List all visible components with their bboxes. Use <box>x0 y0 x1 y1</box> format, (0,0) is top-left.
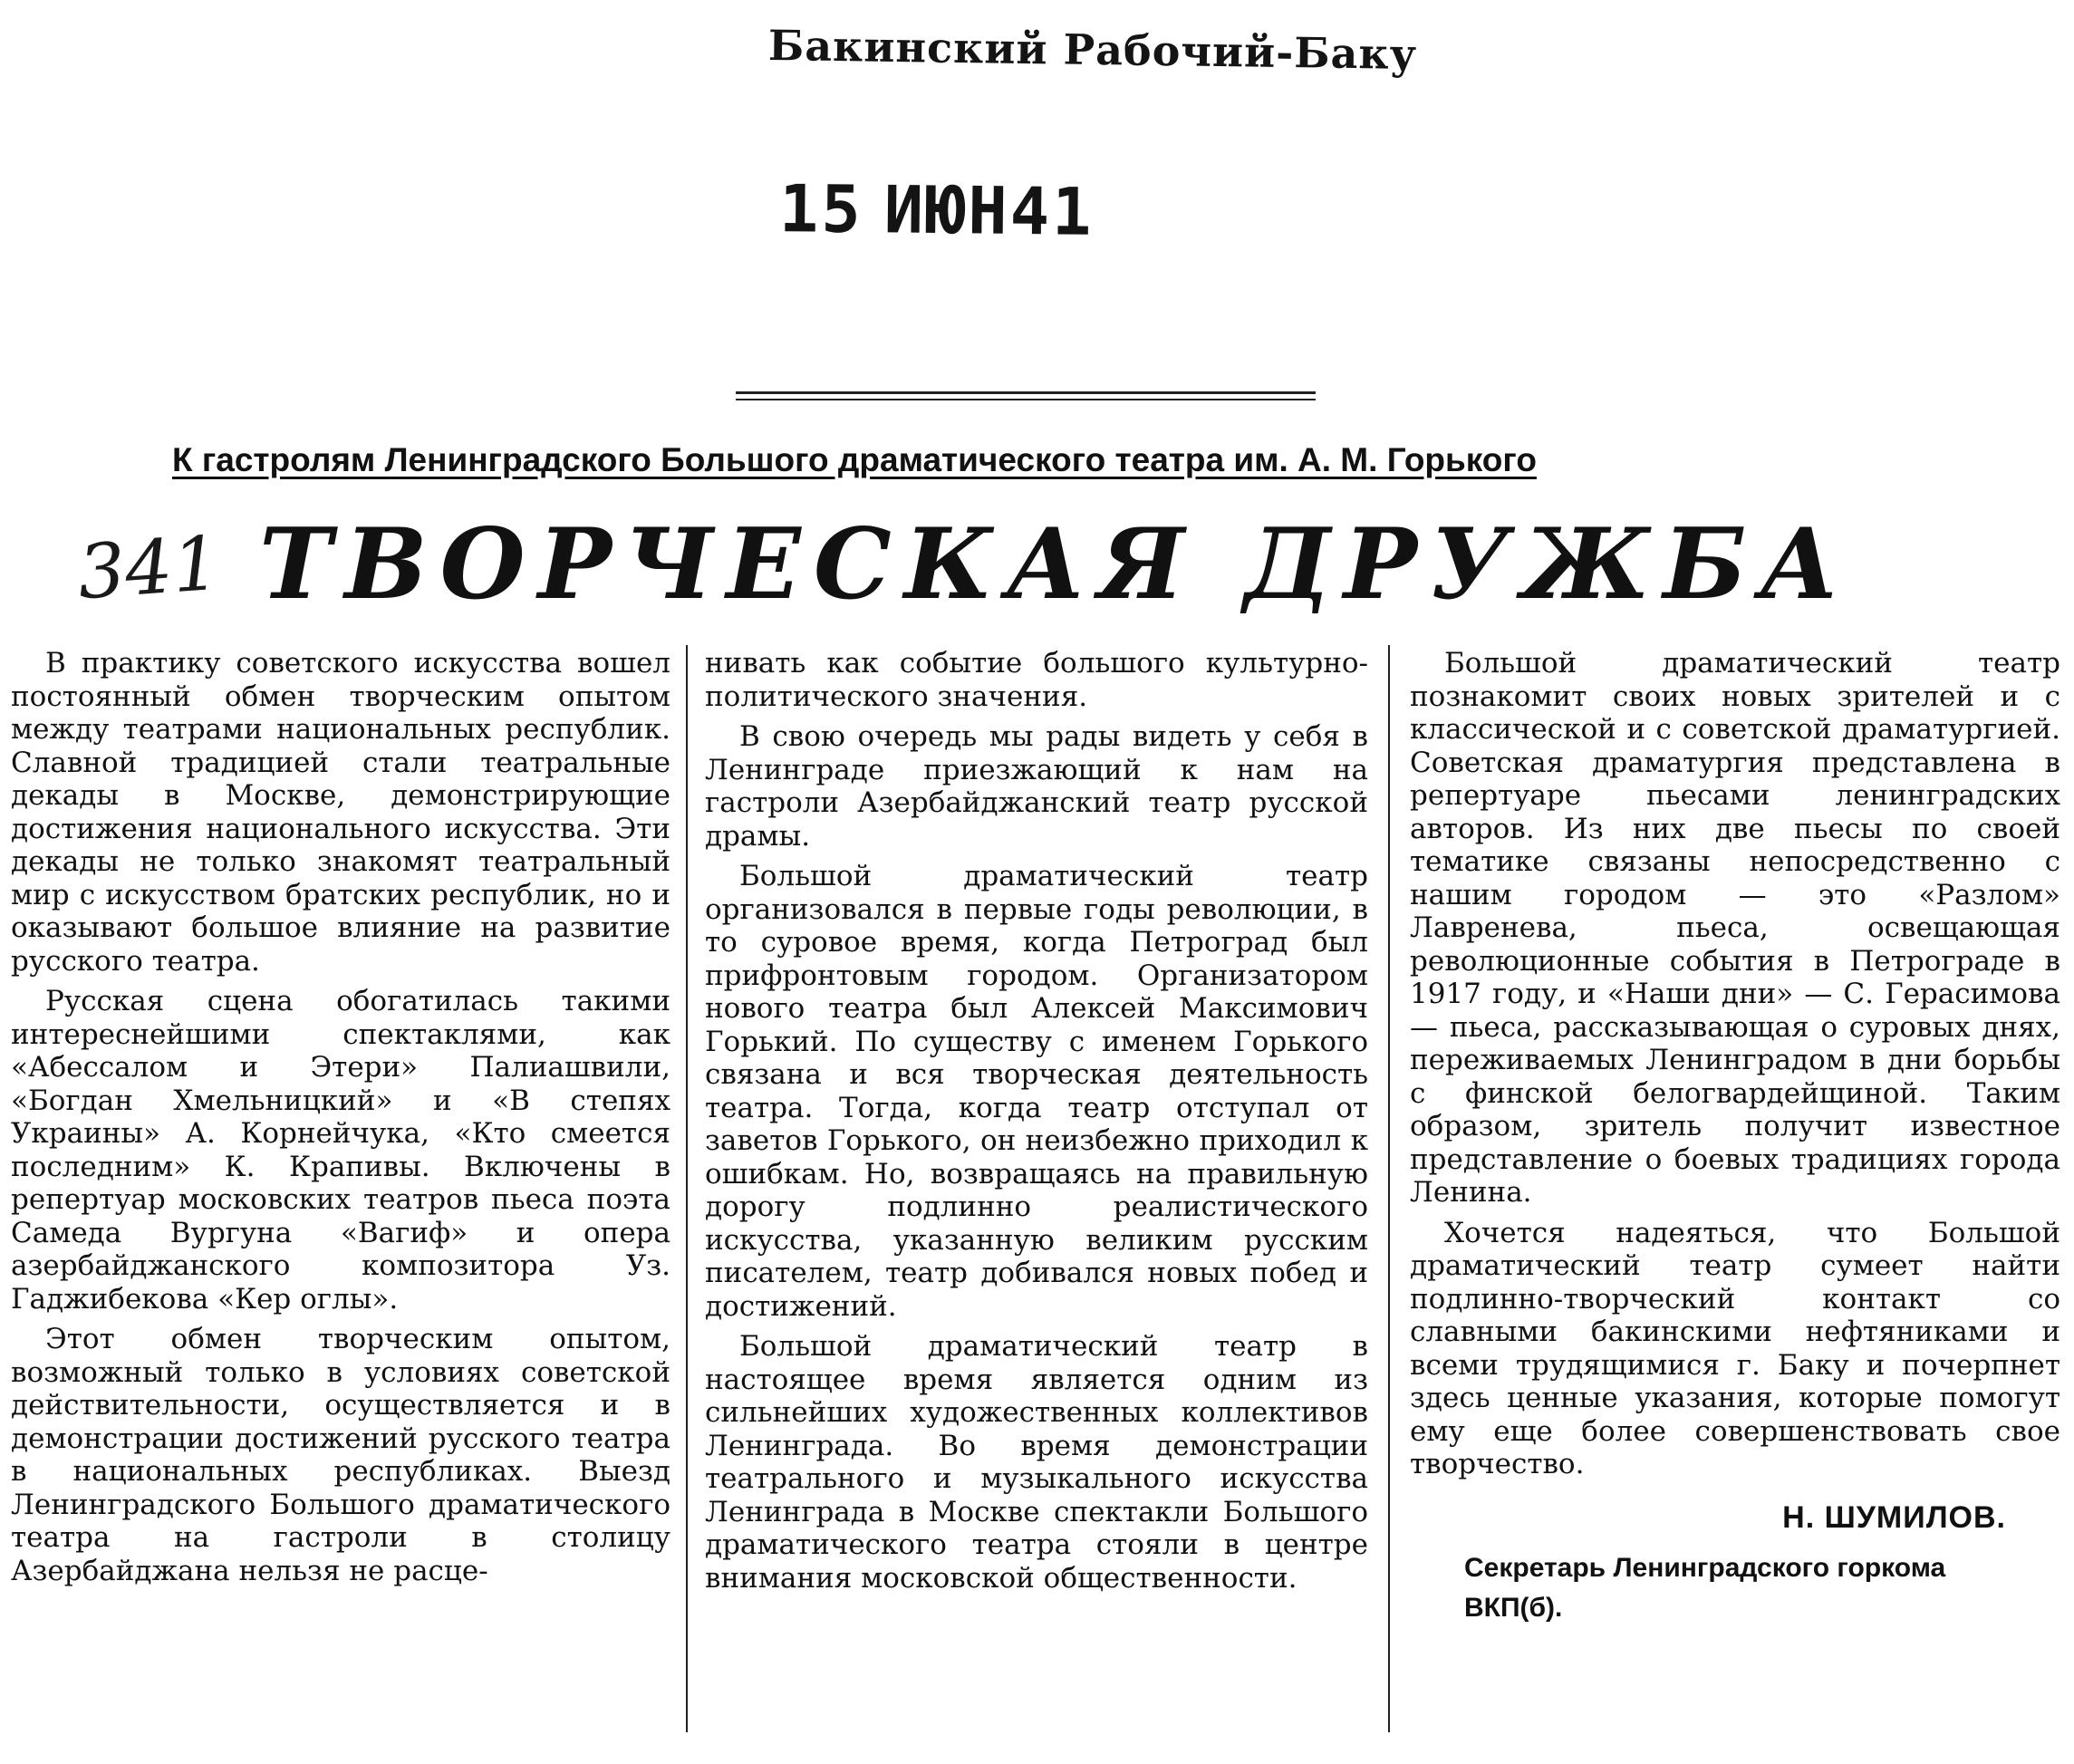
stamp-date-year: 41 <box>1009 172 1095 250</box>
paragraph: Хочется надеяться, что Большой драматический театр сумеет найти подлинно-творческий контакт со славными бакинскими нефтяниками и всеми трудящимися г. Баку и почерпнет здесь ценные указания, которые помогут ему еще более совершенствовать свое творчество. <box>1410 1216 2060 1480</box>
column-divider <box>1388 645 1390 1732</box>
stamp-date-month: ИЮН <box>883 171 1011 249</box>
paragraph: Большой драматический театр в настоящее время является одним из сильнейших художественных коллективов Ленинграда. Во время демонстрации театрального и музыкального искусства Ленинграда в Москве спектакли Большого драматического театра стояли в центре внимания московской общественности. <box>705 1330 1368 1595</box>
author-role-line: Секретарь Ленинградского горкома <box>1464 1553 1946 1583</box>
paragraph: В свою очередь мы рады видеть у себя в Ленинграде приезжающий к нам на гастроли Азербайджанский театр русской драмы. <box>705 720 1368 853</box>
stamp-source: Бакинский Рабочий-Баку <box>767 21 1418 79</box>
headline-block <box>74 507 2026 625</box>
article-column-2 <box>705 647 1368 1602</box>
stamp-date <box>779 170 1095 250</box>
top-rule <box>736 391 1316 394</box>
paragraph: Этот обмен творческим опытом, возможный только в условиях советской действительности, осуществляется и в демонстрации достижений русского театра в национальных республиках. Выезд Ленинградского Большого драматического театра на гастроли в столицу Азербайджана нельзя не расце- <box>11 1323 670 1587</box>
author-role-line: ВКП(б). <box>1464 1593 1563 1623</box>
article-column-1 <box>11 647 670 1595</box>
paragraph: Русская сцена обогатилась такими интереснейшими спектаклями, как «Абессалом и Этери» Палиашвили, «Богдан Хмельницкий» и «В степях Украины» А. Корнейчука, «Кто смеется последним» К. Крапивы. Включены в репертуар московских театров пьеса поэта Самеда Вургуна «Вагиф» и опера азербайджанского композитора Уз. Гаджибекова «Кер оглы». <box>11 985 670 1316</box>
article-headline: ТВОРЧЕСКАЯ ДРУЖБА <box>259 507 1852 622</box>
paragraph: нивать как событие большого культурно-политического значения. <box>705 647 1368 713</box>
top-rule-thin <box>736 399 1316 400</box>
paragraph: В практику советского искусства вошел постоянный обмен творческим опытом между театрами национальных республик. Славной традицией стали театральные декады в Москве, демонстрирующие достижения национального искусства. Эти декады не только знакомят театральный мир с искусством братских республик, но и оказывают большое влияние на развитие русского театра. <box>11 647 670 978</box>
stamp-date-day: 15 <box>778 170 864 248</box>
article-column-3 <box>1410 647 2060 1628</box>
column-divider <box>686 645 688 1732</box>
author-name: Н. ШУМИЛОВ. <box>1782 1499 2006 1535</box>
author-role <box>1410 1548 2060 1628</box>
handwritten-number: 341 <box>74 520 223 617</box>
article-rubric: К гастролям Ленинградского Большого драматического театра им. А. М. Горького <box>172 441 1537 478</box>
paragraph: Большой драматический театр познакомит своих новых зрителей и с классической и с советской драматургией. Советская драматургия представлена в репертуаре пьесами ленинградских авторов. Из них две пьесы по своей тематике связаны непосредственно с нашим городом — это «Разлом» Лавренева, пьеса, освещающая революционные события в Петрограде в 1917 году, и «Наши дни» — С. Герасимова — пьеса, рассказывающая о суровых днях, переживаемых Ленинградом в дни борьбы с финской белогвардейщиной. Таким образом, зритель получит известное представление о боевых традициях города Ленина. <box>1410 647 2060 1209</box>
paragraph: Большой драматический театр организовался в первые годы революции, в то суровое время, когда Петроград был прифронтовым городом. Организатором нового театра был Алексей Максимович Горький. По существу с именем Горького связана и вся творческая деятельность театра. Тогда, когда театр отступал от заветов Горького, он неизбежно приходил к ошибкам. Но, возвращаясь на правильную дорогу подлинно реалистического искусства, указанную великим русским писателем, театр добивался новых побед и достижений. <box>705 860 1368 1323</box>
